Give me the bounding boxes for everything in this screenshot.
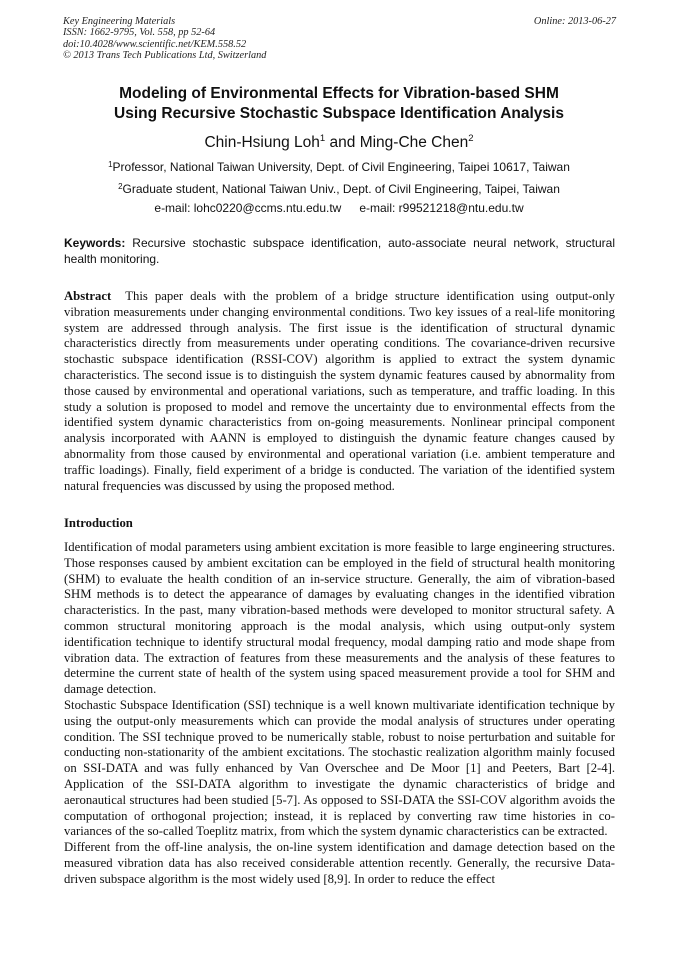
intro-paragraph-3: Different from the off-line analysis, the on-line system identification and damage detection based on the measured vibration data has also received considerable attention recently. Generally, the recursive Data-driven subspace algorithm is the most widely used [8,9]. In order to reduce the effect bbox=[64, 840, 615, 886]
keywords bbox=[64, 236, 615, 267]
introduction-body bbox=[64, 540, 615, 888]
affiliation-1-sup: 1 bbox=[108, 160, 113, 169]
abstract bbox=[64, 289, 615, 494]
authors-and: and bbox=[325, 134, 360, 151]
intro-paragraph-2: Stochastic Subspace Identification (SSI) technique is a well known multivariate identification technique by using the output-only measurements which can provide the modal analysis of structures under operating condition. The SSI technique proved to be numerically stable, robust to noise perturbation and suitable for conducting non-stationarity of the ambient excitations. The stochastic realization algorithm mainly focused on SSI-DATA and was fully enhanced by Van Overschee and De Moor [1] and Peeters, Bart [2-4]. Application of the SSI-DATA algorithm to investigate the dynamic characteristics of bridge and aeronautical structures had been studied [5-7]. As opposed to SSI-DATA the SSI-COV algorithm avoids the computation of orthogonal projection; instead, it is replaced by converting raw time histories in co-variances of the so-called Toeplitz matrix, from which the system dynamic characteristics can be extracted. bbox=[64, 697, 615, 839]
affiliation-1 bbox=[0, 158, 678, 174]
online-date: Online: 2013-06-27 bbox=[533, 16, 616, 27]
authors bbox=[0, 129, 678, 153]
email-1: e-mail: lohc0220@ccms.ntu.edu.tw bbox=[154, 201, 342, 215]
issn-line: ISSN: 1662-9795, Vol. 558, pp 52-64 bbox=[63, 27, 216, 39]
keywords-label: Keywords: bbox=[64, 236, 126, 250]
journal-name: Key Engineering Materials bbox=[63, 16, 176, 27]
email-line bbox=[0, 201, 678, 215]
author-1: Chin-Hsiung Loh bbox=[204, 134, 320, 151]
affiliation-1-text: Professor, National Taiwan University, Dept. of Civil Engineering, Taipei 10617, Taiwan bbox=[112, 160, 570, 174]
title-line-1: Modeling of Environmental Effects for Vibration-based SHM bbox=[119, 85, 559, 102]
affiliation-2-sup: 2 bbox=[118, 182, 123, 191]
author-2-sup: 2 bbox=[468, 133, 474, 144]
intro-paragraph-1: Identification of modal parameters using ambient excitation is more feasible to large engineering structures. Those responses caused by ambient excitation can be employed in the field of structural health monitoring (SHM) to evaluate the health condition of an in-service structure. Generally, the aim of vibration-based SHM methods is to detect the appearance of damages by evaluating changes in the identified vibration characteristics. In the past, many vibration-based methods were developed to monitor structural safety. A common structural monitoring approach is the modal analysis, which using output-only system identification technique to identify structural modal frequency, modal damping ratio and mode shape from vibration data. The extraction of features from these measurements and the analysis of these features to determine the current state of health of the system using spaced measurement provide a tool for SHM and damage detection. bbox=[64, 540, 615, 697]
abstract-label: Abstract bbox=[64, 289, 112, 303]
affiliation-2-text: Graduate student, National Taiwan Univ., Dept. of Civil Engineering, Taipei, Taiwan bbox=[122, 182, 560, 196]
title-line-2: Using Recursive Stochastic Subspace Identification Analysis bbox=[114, 105, 564, 122]
author-2: Ming-Che Chen bbox=[359, 134, 469, 151]
author-1-sup: 1 bbox=[319, 133, 326, 144]
abstract-text: This paper deals with the problem of a bridge structure identification using output-only vibration measurements under changing environmental conditions. Two key issues of a real-life monitoring system are addressed through analysis. The first issue is the identification of structural dynamic characteristics directly from measurements under operating conditions. The covariance-driven recursive stochastic subspace identification (RSSI-COV) algorithm is applied to extract the system dynamic characteristics. The second issue is to distinguish the system dynamic features caused by abnormality from those caused by environmental and operational variations, such as temperature, and traffic loading. In this study a solution is proposed to model and remove the uncertainty due to environmental effects from the identified system dynamic characteristics from on-going measurements. Nonlinear principal component analysis incorporated with AANN is employed to distinguish the dynamic feature changes caused by abnormality from those caused by environmental and operational variation (i.e. ambient temperature and traffic loadings). Finally, field experiment of a bridge is conducted. The variation of the identified system natural frequencies was discussed by using the proposed method. bbox=[64, 289, 615, 493]
journal-header bbox=[63, 16, 266, 62]
keywords-text: Recursive stochastic subspace identification, auto-associate neural network, structural health monitoring. bbox=[64, 236, 615, 266]
email-2: e-mail: r99521218@ntu.edu.tw bbox=[359, 201, 524, 215]
doi-line: doi:10.4028/www.scientific.net/KEM.558.52 bbox=[63, 38, 247, 50]
paper-title bbox=[0, 84, 678, 124]
introduction-heading: Introduction bbox=[64, 516, 133, 530]
copyright-line: © 2013 Trans Tech Publications Ltd, Switzerland bbox=[63, 50, 267, 62]
affiliation-2 bbox=[0, 180, 678, 196]
